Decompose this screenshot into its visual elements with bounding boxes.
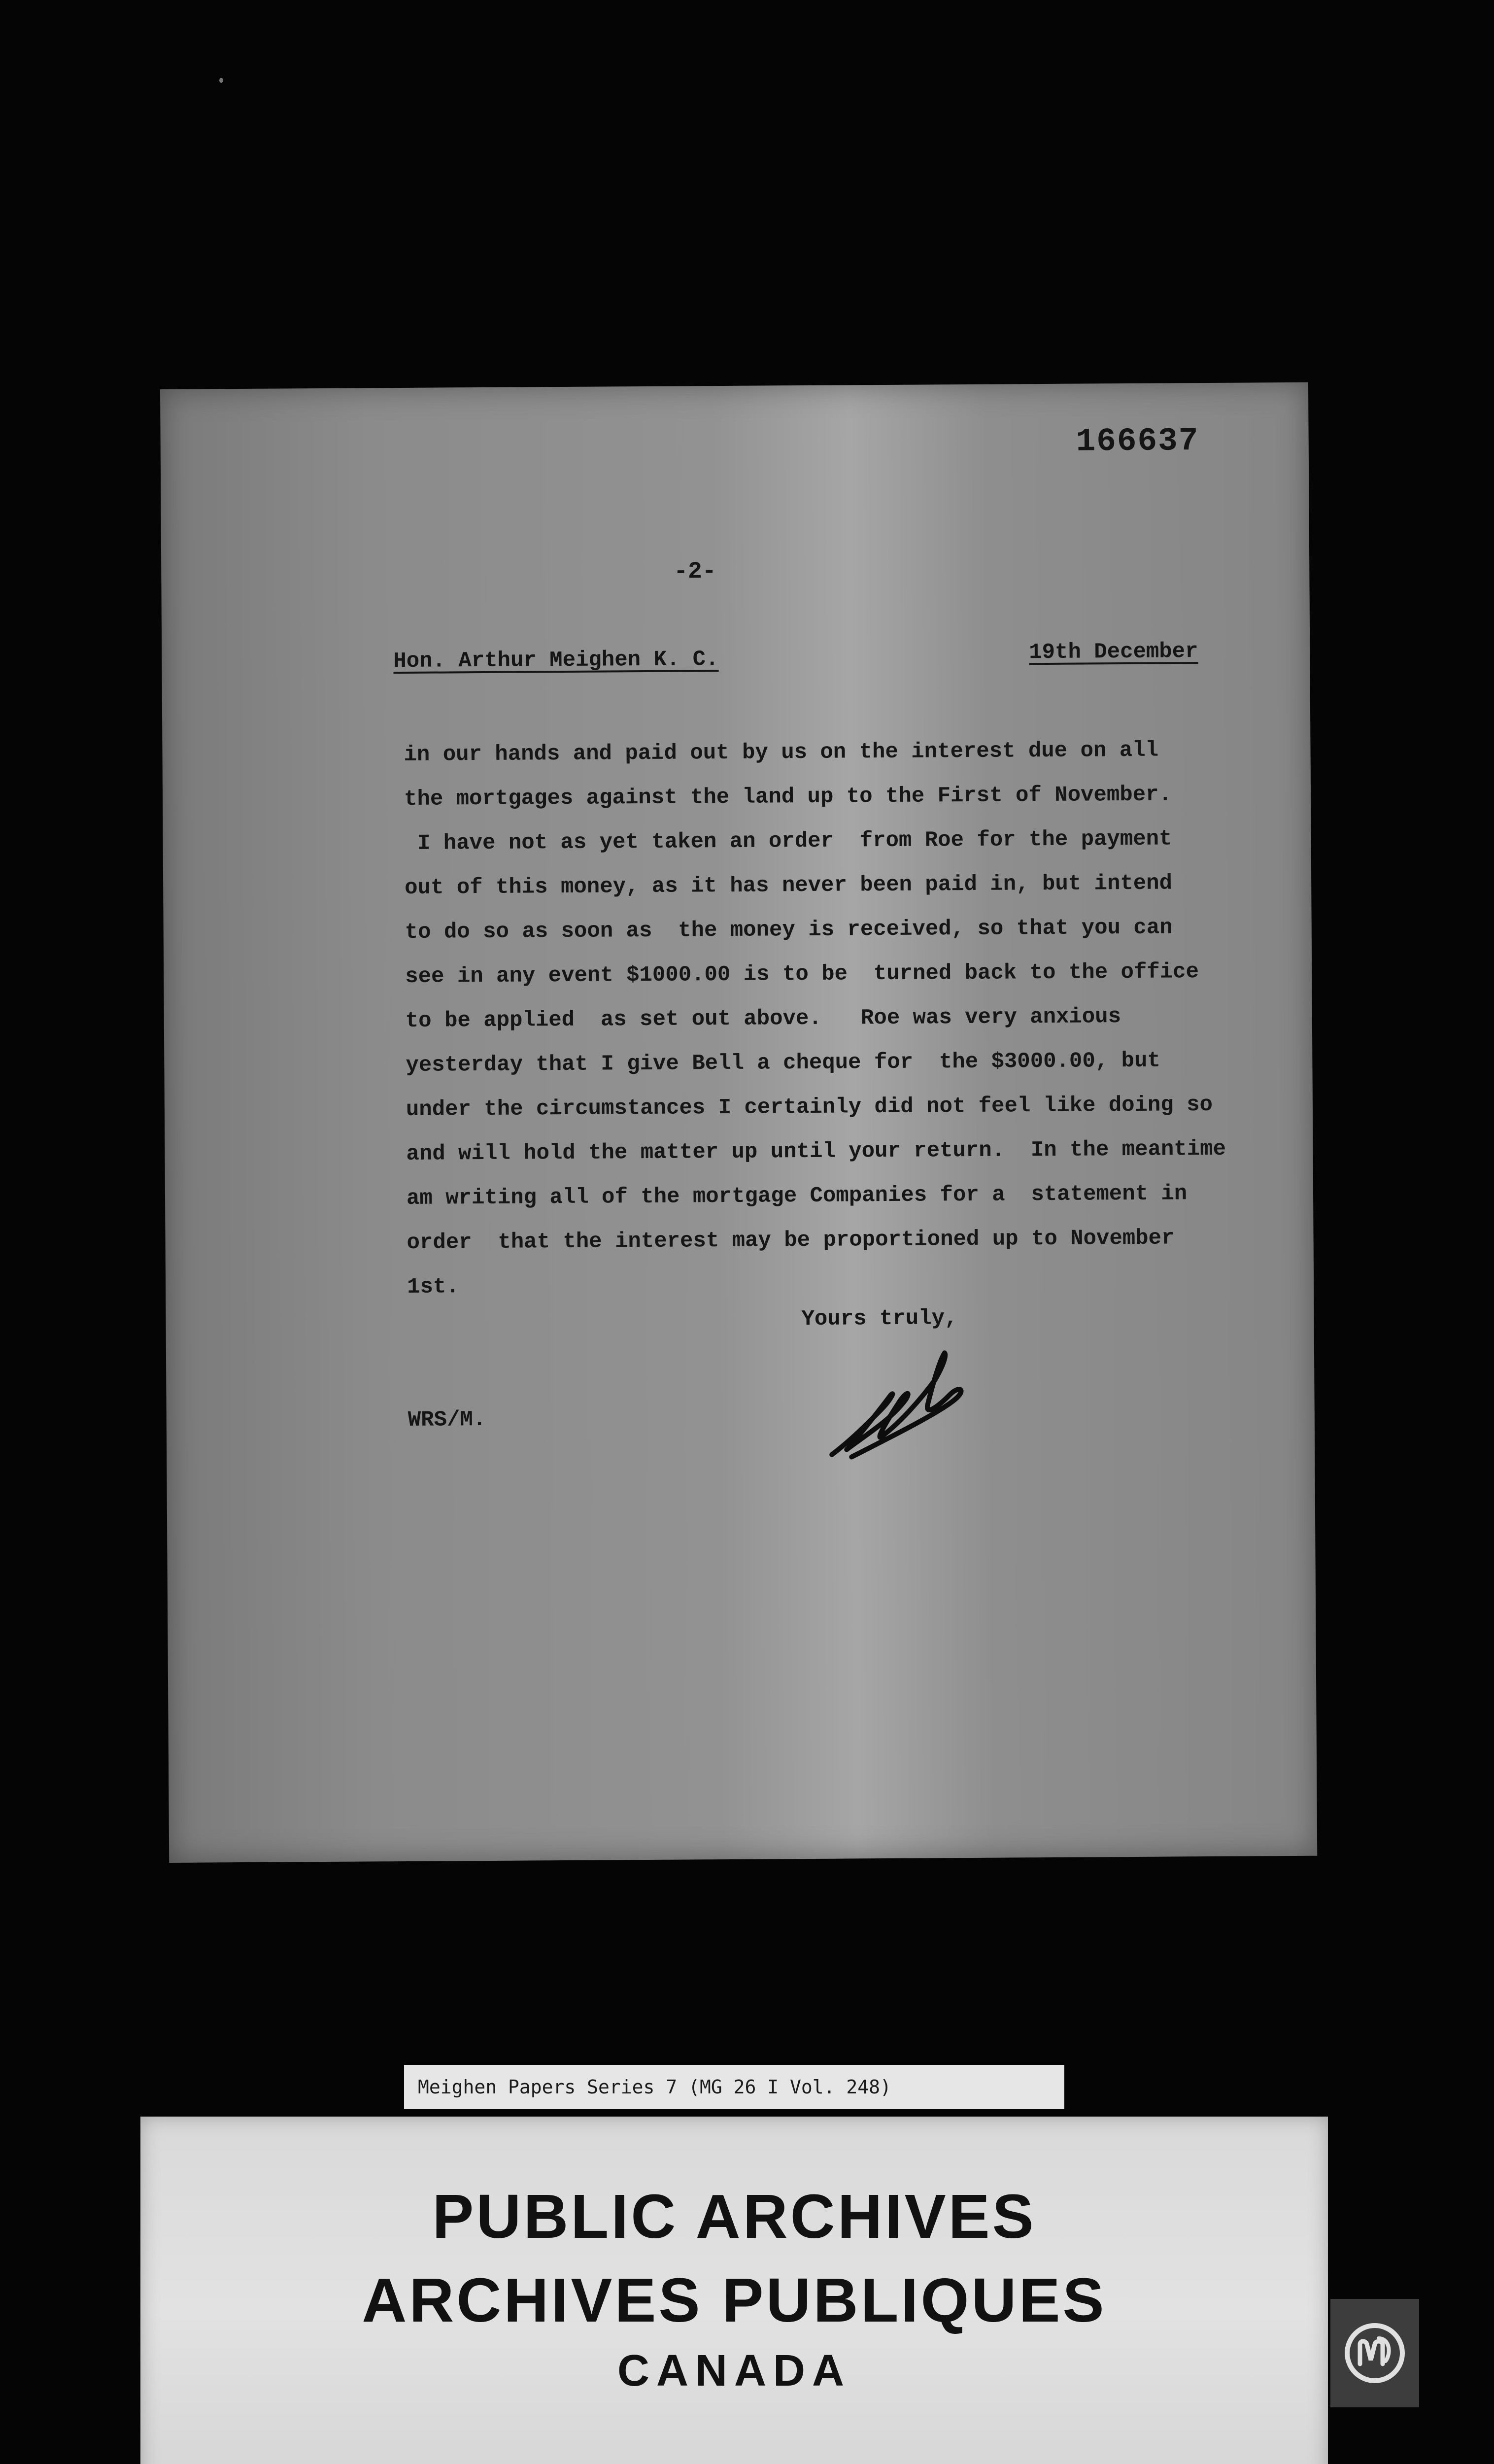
page-number: -2- — [674, 558, 716, 585]
body-line: the mortgages against the land up to the First of November. — [404, 782, 1172, 812]
archives-country: CANADA — [617, 2346, 851, 2396]
body-line: am writing all of the mortgage Companies for a statement in — [406, 1181, 1188, 1211]
letter-date: 19th December — [1029, 639, 1198, 665]
body-line: 1st. — [407, 1274, 459, 1300]
body-line: I have not as yet taken an order from Roe for the payment — [404, 826, 1172, 856]
archives-title-french: ARCHIVES PUBLIQUES — [362, 2265, 1107, 2335]
body-line: under the circumstances I certainly did not feel like doing so — [406, 1092, 1213, 1122]
body-line: yesterday that I give Bell a cheque for the $3000.00, but — [406, 1048, 1160, 1078]
archives-card — [140, 2117, 1328, 2464]
archives-logo-icon — [1340, 2319, 1409, 2388]
recipient-line: Hon. Arthur Meighen K. C. — [393, 647, 719, 674]
document-number: 166637 — [1076, 422, 1199, 460]
typist-initials: WRS/M. — [407, 1407, 486, 1433]
archives-logo-box — [1330, 2299, 1419, 2407]
body-line: to be applied as set out above. Roe was very anxious — [405, 1004, 1121, 1033]
film-speck — [219, 78, 223, 83]
letter-body — [404, 727, 1274, 1309]
letter-page — [160, 382, 1317, 1863]
body-line: order that the interest may be proportioned up to November — [407, 1226, 1175, 1255]
body-line: and will hold the matter up until your return. In the meantime — [406, 1136, 1226, 1166]
series-label-text: Meighen Papers Series 7 (MG 26 I Vol. 248) — [418, 2076, 891, 2098]
body-line: out of this money, as it has never been paid in, but intend — [405, 871, 1173, 900]
closing: Yours truly, — [801, 1306, 958, 1332]
body-line: to do so as soon as the money is received, so that you can — [405, 915, 1173, 945]
body-line: in our hands and paid out by us on the interest due on all — [404, 738, 1159, 767]
series-label — [404, 2065, 1064, 2109]
archives-title-english: PUBLIC ARCHIVES — [432, 2182, 1036, 2251]
signature-icon — [821, 1340, 980, 1470]
body-line: see in any event $1000.00 is to be turned back to the office — [405, 959, 1199, 989]
